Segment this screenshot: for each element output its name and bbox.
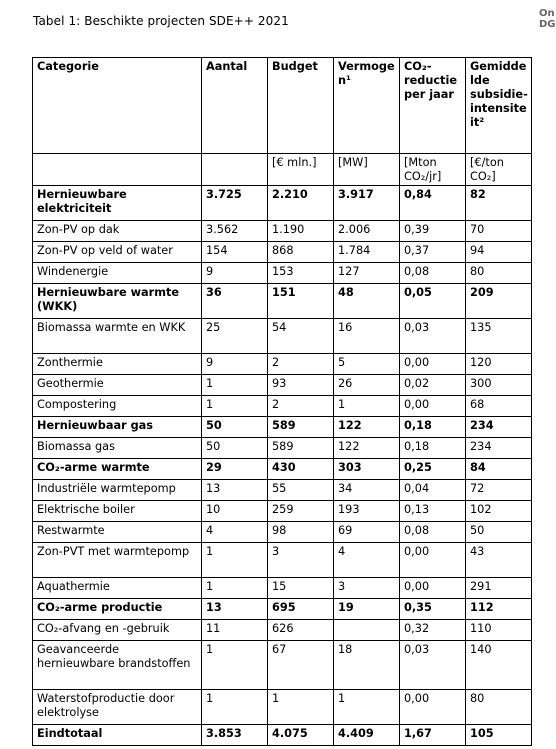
value-cell: 0,00 — [400, 578, 466, 599]
value-cell: 54 — [268, 319, 334, 354]
value-cell: 50 — [466, 522, 532, 543]
unit-cell: [€/ton CO₂] — [466, 154, 532, 186]
value-cell: 105 — [466, 725, 532, 746]
value-cell: 122 — [334, 438, 400, 459]
value-cell: 0,00 — [400, 396, 466, 417]
value-cell — [334, 620, 400, 641]
value-cell: 0,13 — [400, 501, 466, 522]
table-row — [33, 354, 532, 375]
value-cell: 0,02 — [400, 375, 466, 396]
value-cell: 0,04 — [400, 480, 466, 501]
header-row — [33, 58, 532, 154]
value-cell: 3.562 — [202, 221, 268, 242]
units-row — [33, 154, 532, 186]
value-cell: 11 — [202, 620, 268, 641]
value-cell: 1 — [202, 690, 268, 725]
value-cell: 2 — [268, 354, 334, 375]
value-cell: 9 — [202, 263, 268, 284]
value-cell: 9 — [202, 354, 268, 375]
value-cell: 3.917 — [334, 186, 400, 221]
value-cell: 50 — [202, 417, 268, 438]
value-cell: 3.725 — [202, 186, 268, 221]
value-cell: 0,25 — [400, 459, 466, 480]
value-cell: 589 — [268, 438, 334, 459]
row-label-cell: Zon-PV op veld of water — [33, 242, 202, 263]
value-cell: 55 — [268, 480, 334, 501]
category-row — [33, 599, 532, 620]
margin-cutoff-text: On DG — [539, 8, 556, 30]
value-cell: 94 — [466, 242, 532, 263]
value-cell: 300 — [466, 375, 532, 396]
value-cell: 1 — [334, 690, 400, 725]
value-cell: 13 — [202, 599, 268, 620]
value-cell: 234 — [466, 417, 532, 438]
value-cell: 234 — [466, 438, 532, 459]
unit-cell: [€ mln.] — [268, 154, 334, 186]
row-label-cell: Zon-PV op dak — [33, 221, 202, 242]
value-cell: 0,03 — [400, 319, 466, 354]
value-cell: 2.210 — [268, 186, 334, 221]
table-row — [33, 543, 532, 578]
value-cell: 26 — [334, 375, 400, 396]
value-cell: 430 — [268, 459, 334, 480]
table-row — [33, 396, 532, 417]
row-label-cell: Eindtotaal — [33, 725, 202, 746]
value-cell: 4 — [202, 522, 268, 543]
value-cell: 1,67 — [400, 725, 466, 746]
value-cell: 84 — [466, 459, 532, 480]
table-row — [33, 501, 532, 522]
category-row — [33, 417, 532, 438]
unit-cell: [Mton CO₂/jr] — [400, 154, 466, 186]
header-cell: CO₂-reductie per jaar — [400, 58, 466, 154]
value-cell: 82 — [466, 186, 532, 221]
row-label-cell: Windenergie — [33, 263, 202, 284]
row-label-cell: Restwarmte — [33, 522, 202, 543]
table-row — [33, 620, 532, 641]
value-cell: 0,32 — [400, 620, 466, 641]
value-cell: 1 — [202, 396, 268, 417]
category-row — [33, 725, 532, 746]
header-cell: Vermogen¹ — [334, 58, 400, 154]
table-caption: Tabel 1: Beschikte projecten SDE++ 2021 — [33, 14, 289, 28]
table-row — [33, 375, 532, 396]
table-row — [33, 641, 532, 690]
row-label-cell: Geavanceerde hernieuwbare brandstoffen — [33, 641, 202, 690]
row-label-cell: Industriële warmtepomp — [33, 480, 202, 501]
value-cell: 0,05 — [400, 284, 466, 319]
value-cell: 0,84 — [400, 186, 466, 221]
value-cell: 127 — [334, 263, 400, 284]
value-cell: 1.784 — [334, 242, 400, 263]
value-cell: 80 — [466, 263, 532, 284]
value-cell: 0,00 — [400, 543, 466, 578]
value-cell: 151 — [268, 284, 334, 319]
row-label-cell: Hernieuwbare warmte (WKK) — [33, 284, 202, 319]
row-label-cell: Waterstofproductie door elektrolyse — [33, 690, 202, 725]
value-cell: 120 — [466, 354, 532, 375]
category-row — [33, 284, 532, 319]
value-cell: 4.075 — [268, 725, 334, 746]
unit-cell — [33, 154, 202, 186]
category-row — [33, 186, 532, 221]
value-cell: 13 — [202, 480, 268, 501]
value-cell: 25 — [202, 319, 268, 354]
value-cell: 3 — [268, 543, 334, 578]
value-cell: 0,37 — [400, 242, 466, 263]
row-label-cell: Zon-PVT met warmtepomp — [33, 543, 202, 578]
value-cell: 0,03 — [400, 641, 466, 690]
value-cell: 3 — [334, 578, 400, 599]
table-row — [33, 319, 532, 354]
value-cell: 1 — [202, 578, 268, 599]
value-cell: 10 — [202, 501, 268, 522]
value-cell: 15 — [268, 578, 334, 599]
value-cell: 1 — [202, 543, 268, 578]
value-cell: 2.006 — [334, 221, 400, 242]
value-cell: 4 — [334, 543, 400, 578]
value-cell: 303 — [334, 459, 400, 480]
row-label-cell: Hernieuwbaar gas — [33, 417, 202, 438]
table-row — [33, 438, 532, 459]
table-row — [33, 578, 532, 599]
value-cell: 80 — [466, 690, 532, 725]
value-cell: 1 — [268, 690, 334, 725]
value-cell: 1.190 — [268, 221, 334, 242]
table-row — [33, 221, 532, 242]
value-cell: 695 — [268, 599, 334, 620]
value-cell: 0,35 — [400, 599, 466, 620]
row-label-cell: Compostering — [33, 396, 202, 417]
value-cell: 4.409 — [334, 725, 400, 746]
table-row — [33, 480, 532, 501]
value-cell: 16 — [334, 319, 400, 354]
table-row — [33, 263, 532, 284]
value-cell: 70 — [466, 221, 532, 242]
value-cell: 135 — [466, 319, 532, 354]
value-cell: 19 — [334, 599, 400, 620]
value-cell: 5 — [334, 354, 400, 375]
value-cell: 0,00 — [400, 690, 466, 725]
value-cell: 140 — [466, 641, 532, 690]
value-cell: 67 — [268, 641, 334, 690]
table-row — [33, 242, 532, 263]
value-cell: 153 — [268, 263, 334, 284]
value-cell: 50 — [202, 438, 268, 459]
header-cell: Categorie — [33, 58, 202, 154]
value-cell: 0,39 — [400, 221, 466, 242]
value-cell: 193 — [334, 501, 400, 522]
value-cell: 0,18 — [400, 438, 466, 459]
row-label-cell: Elektrische boiler — [33, 501, 202, 522]
value-cell: 69 — [334, 522, 400, 543]
value-cell: 102 — [466, 501, 532, 522]
value-cell: 291 — [466, 578, 532, 599]
header-cell: Budget — [268, 58, 334, 154]
value-cell: 0,08 — [400, 263, 466, 284]
value-cell: 122 — [334, 417, 400, 438]
value-cell: 0,18 — [400, 417, 466, 438]
table-row — [33, 690, 532, 725]
value-cell: 209 — [466, 284, 532, 319]
value-cell: 110 — [466, 620, 532, 641]
table-row — [33, 522, 532, 543]
row-label-cell: CO₂-afvang en -gebruik — [33, 620, 202, 641]
row-label-cell: Geothermie — [33, 375, 202, 396]
row-label-cell: CO₂-arme warmte — [33, 459, 202, 480]
value-cell: 868 — [268, 242, 334, 263]
row-label-cell: Biomassa gas — [33, 438, 202, 459]
row-label-cell: Hernieuwbare elektriciteit — [33, 186, 202, 221]
value-cell: 1 — [334, 396, 400, 417]
row-label-cell: Zonthermie — [33, 354, 202, 375]
value-cell: 43 — [466, 543, 532, 578]
row-label-cell: Biomassa warmte en WKK — [33, 319, 202, 354]
header-cell: Gemiddelde subsidie-intensiteit² — [466, 58, 532, 154]
unit-cell — [202, 154, 268, 186]
value-cell: 48 — [334, 284, 400, 319]
value-cell: 154 — [202, 242, 268, 263]
sde-projects-table — [32, 57, 532, 746]
value-cell: 68 — [466, 396, 532, 417]
value-cell: 0,00 — [400, 354, 466, 375]
category-row — [33, 459, 532, 480]
value-cell: 0,08 — [400, 522, 466, 543]
value-cell: 3.853 — [202, 725, 268, 746]
value-cell: 98 — [268, 522, 334, 543]
row-label-cell: Aquathermie — [33, 578, 202, 599]
row-label-cell: CO₂-arme productie — [33, 599, 202, 620]
value-cell: 1 — [202, 375, 268, 396]
value-cell: 2 — [268, 396, 334, 417]
header-cell: Aantal — [202, 58, 268, 154]
value-cell: 626 — [268, 620, 334, 641]
value-cell: 34 — [334, 480, 400, 501]
unit-cell: [MW] — [334, 154, 400, 186]
value-cell: 18 — [334, 641, 400, 690]
value-cell: 36 — [202, 284, 268, 319]
value-cell: 1 — [202, 641, 268, 690]
value-cell: 259 — [268, 501, 334, 522]
value-cell: 29 — [202, 459, 268, 480]
value-cell: 93 — [268, 375, 334, 396]
value-cell: 112 — [466, 599, 532, 620]
value-cell: 589 — [268, 417, 334, 438]
value-cell: 72 — [466, 480, 532, 501]
